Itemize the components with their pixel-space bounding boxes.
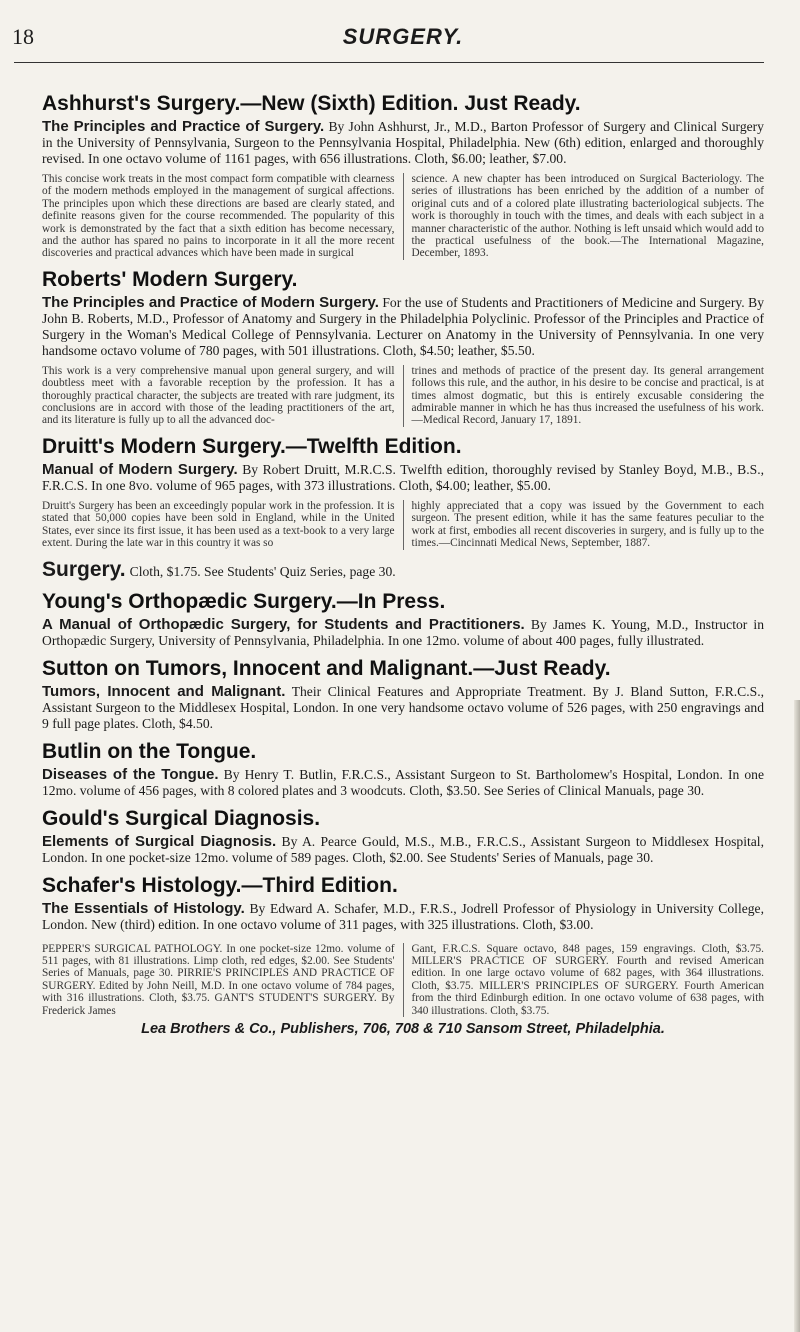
ad-ashhurst bbox=[42, 92, 764, 260]
review-right: science. A new chapter has been introduced on Surgical Bacteriology. The series of illustrations has been enriched by the addition of a number of original cuts and of a colored plate illustrating bacteriological subjects. The work is thoroughly in touch with the times, and deals with each subject in a manner characteristic of the author. Nothing is left unsaid which would add to the practical usefulness of the book.—The International Magazine, December, 1893. bbox=[411, 173, 764, 260]
book-title: The Essentials of Histology. bbox=[42, 899, 245, 917]
book-title: Diseases of the Tongue. bbox=[42, 765, 219, 783]
review-left: Druitt's Surgery has been an exceedingly popular work in the profession. It is stated that 50,000 copies have been sold in England, while in the United States, ever since its first issue, it has been used as a text-book to a very large extent. During the late war in this country it was so bbox=[42, 499, 395, 550]
ad-roberts bbox=[42, 268, 764, 427]
ad-title: Sutton on Tumors, Innocent and Malignant.—Just Ready. bbox=[42, 656, 611, 680]
ad-description bbox=[42, 295, 764, 359]
footer-book-list bbox=[42, 943, 764, 1017]
ad-description bbox=[42, 462, 764, 494]
ad-title: Surgery. bbox=[42, 557, 126, 581]
page-edge-shadow bbox=[794, 700, 800, 1332]
ad-description bbox=[42, 834, 764, 866]
column-divider bbox=[403, 173, 404, 260]
ad-title: Druitt's Modern Surgery.—Twelfth Edition. bbox=[42, 434, 462, 458]
ad-description bbox=[42, 617, 764, 649]
ad-title: Gould's Surgical Diagnosis. bbox=[42, 806, 321, 830]
ad-description bbox=[42, 767, 764, 799]
ad-title: Young's Orthopædic Surgery.—In Press. bbox=[42, 589, 446, 613]
review bbox=[42, 500, 764, 550]
ad-title: Butlin on the Tongue. bbox=[42, 739, 257, 763]
book-title: The Principles and Practice of Modern Surgery. bbox=[42, 293, 379, 311]
book-title: Manual of Modern Surgery. bbox=[42, 460, 238, 478]
footer-list-left: PEPPER'S SURGICAL PATHOLOGY. In one pocket-size 12mo. volume of 511 pages, with 81 illustrations. Limp cloth, red edges, $2.00. See Students' Series of Manuals, page 30. PIRRIE'S PRINCIPLES AND PRACTICE OF SURGERY. Edited by John Neill, M.D. In one octavo volume of 784 pages, with 316 illustrations. Cloth, $3.75. GANT'S STUDENT'S SURGERY. By Frederick James bbox=[42, 942, 395, 1017]
ad-sutton bbox=[42, 657, 764, 732]
review-left: This work is a very comprehensive manual upon general surgery, and will doubtless meet with a favorable reception by the profession. It has a thoroughly practical character, the subjects are treated with rare judgment, its conclusions are in accord with those of the leading practitioners of the art, and its literature is fully up to all the advanced doc- bbox=[42, 364, 395, 427]
ad-title: Ashhurst's Surgery.—New (Sixth) Edition. Just Ready. bbox=[42, 92, 581, 115]
footer-list-right: Gant, F.R.C.S. Square octavo, 848 pages, 159 engravings. Cloth, $3.75. MILLER'S PRACTICE OF SURGERY. Fourth and revised American edition. In one large octavo volume of 682 pages, with 364 illustrations. Cloth, $3.75. MILLER'S PRINCIPLES OF SURGERY. Fourth American from the third Edinburgh edition. In one octavo volume of 638 pages, with 340 illustrations. Cloth, $3.75. bbox=[411, 942, 764, 1017]
ad-title: Schafer's Histology.—Third Edition. bbox=[42, 873, 398, 897]
ad-butlin bbox=[42, 740, 764, 799]
book-details: By John Ashhurst, Jr., M.D., Barton Professor of Surgery and Clinical Surgery in the University of Pennsylvania, Surgeon to the Pennsylvania Hospital, Philadelphia. New (6th) edition, enlarged and thoroughly revised. In one octavo volume of 1161 pages, with 656 illustrations. Cloth, $6.00; leather, $7.00. bbox=[42, 119, 764, 166]
book-details: By Henry T. Butlin, F.R.C.S., Assistant Surgeon to St. Bartholomew's Hospital, London. In one 12mo. volume of 456 pages, with 8 colored plates and 3 woodcuts. Cloth, $3.50. See Series of Clinical Manuals, page 30. bbox=[42, 766, 764, 798]
book-details: For the use of Students and Practitioners of Medicine and Surgery. By John B. Roberts, M.D., Professor of Anatomy and Surgery in the Philadelphia Polyclinic. Professor of the Principles and Practice of Surgery in the Woman's Medical College of Pennsylvania. Lecturer on Anatomy in the University of Pennsylvania. In one very handsome octavo volume of 780 pages, with 501 illustrations. Cloth, $4.50; leather, $5.50. bbox=[42, 294, 764, 358]
ad-description bbox=[42, 901, 764, 933]
header-rule bbox=[14, 62, 764, 63]
page-number: 18 bbox=[12, 24, 34, 49]
running-title: SURGERY. bbox=[342, 24, 464, 49]
book-details: By Robert Druitt, M.R.C.S. Twelfth edition, thoroughly revised by Stanley Boyd, M.B., B.S., F.R.C.S. In one 8vo. volume of 965 pages, with 373 illustrations. Cloth, $4.00; leather, $5.00. bbox=[42, 461, 765, 493]
ad-list bbox=[42, 92, 764, 1037]
review-right: highly appreciated that a copy was issued by the Government to each surgeon. The present edition, while it has the same features peculiar to the work at first, embodies all recent discoveries in surgery, and is fully up to the times.—Cincinnati Medical News, September, 1887. bbox=[411, 499, 764, 550]
ad-druitt bbox=[42, 435, 764, 550]
review bbox=[42, 173, 764, 260]
book-title: Elements of Surgical Diagnosis. bbox=[42, 832, 277, 850]
book-title: Tumors, Innocent and Malignant. bbox=[42, 682, 286, 700]
book-title: The Principles and Practice of Surgery. bbox=[42, 118, 325, 135]
column-divider bbox=[403, 943, 404, 1017]
review bbox=[42, 365, 764, 427]
review-right: trines and methods of practice of the present day. Its general arrangement follows this rule, and the author, in his desire to be concise and practical, is at times almost dogmatic, but this is entirely excusable considering the admirable manner in which he has thus increased the usefulness of his work.—Medical Record, January 17, 1891. bbox=[411, 364, 764, 427]
book-title: A Manual of Orthopædic Surgery, for Students and Practitioners. bbox=[42, 615, 525, 633]
review-left: This concise work treats in the most compact form compatible with clearness of the modern methods employed in the management of surgical affections. The principles upon which these directions are based are clearly stated, and definite reasons given for the course recommended. The popularity of this work is demonstrated by the fact that a sixth edition has become necessary, and the author has spared no pains to incorporate in it all the more recent discoveries and practical advances which have been made in surgical bbox=[42, 173, 395, 260]
book-details: Their Clinical Features and Appropriate Treatment. By J. Bland Sutton, F.R.C.S., Assistant Surgeon to the Middlesex Hospital, London. In one very handsome octavo volume of 526 pages, with 250 engravings and 9 full page plates. Cloth, $4.50. bbox=[42, 683, 764, 731]
ad-young bbox=[42, 590, 764, 649]
column-divider bbox=[403, 365, 404, 427]
book-details: By Edward A. Schafer, M.D., F.R.S., Jodrell Professor of Physiology in University College, London. New (third) edition. In one octavo volume of 311 pages, with 325 illustrations. Cloth, $3.00. bbox=[42, 900, 764, 932]
publisher-imprint: Lea Brothers & Co., Publishers, 706, 708 & 710 Sansom Street, Philadelphia. bbox=[141, 1020, 665, 1037]
ad-surgery-quiz bbox=[42, 558, 764, 582]
ad-schafer bbox=[42, 874, 764, 933]
ad-description bbox=[42, 119, 764, 167]
ad-title: Roberts' Modern Surgery. bbox=[42, 267, 298, 291]
book-details: By James K. Young, M.D., Instructor in Orthopædic Surgery, University of Pennsylvania, Philadelphia. In one 12mo. volume of about 400 pages, fully illustrated. bbox=[42, 616, 765, 648]
book-details: By A. Pearce Gould, M.S., M.B., F.R.C.S., Assistant Surgeon to Middlesex Hospital, London. In one pocket-size 12mo. volume of 589 pages. Cloth, $2.00. See Students' Series of Manuals, page 30. bbox=[42, 833, 764, 865]
page-header bbox=[12, 24, 764, 54]
column-divider bbox=[403, 500, 404, 550]
ad-description bbox=[42, 684, 764, 732]
book-details: Cloth, $1.75. See Students' Quiz Series, page 30. bbox=[129, 563, 396, 579]
ad-gould bbox=[42, 807, 764, 866]
